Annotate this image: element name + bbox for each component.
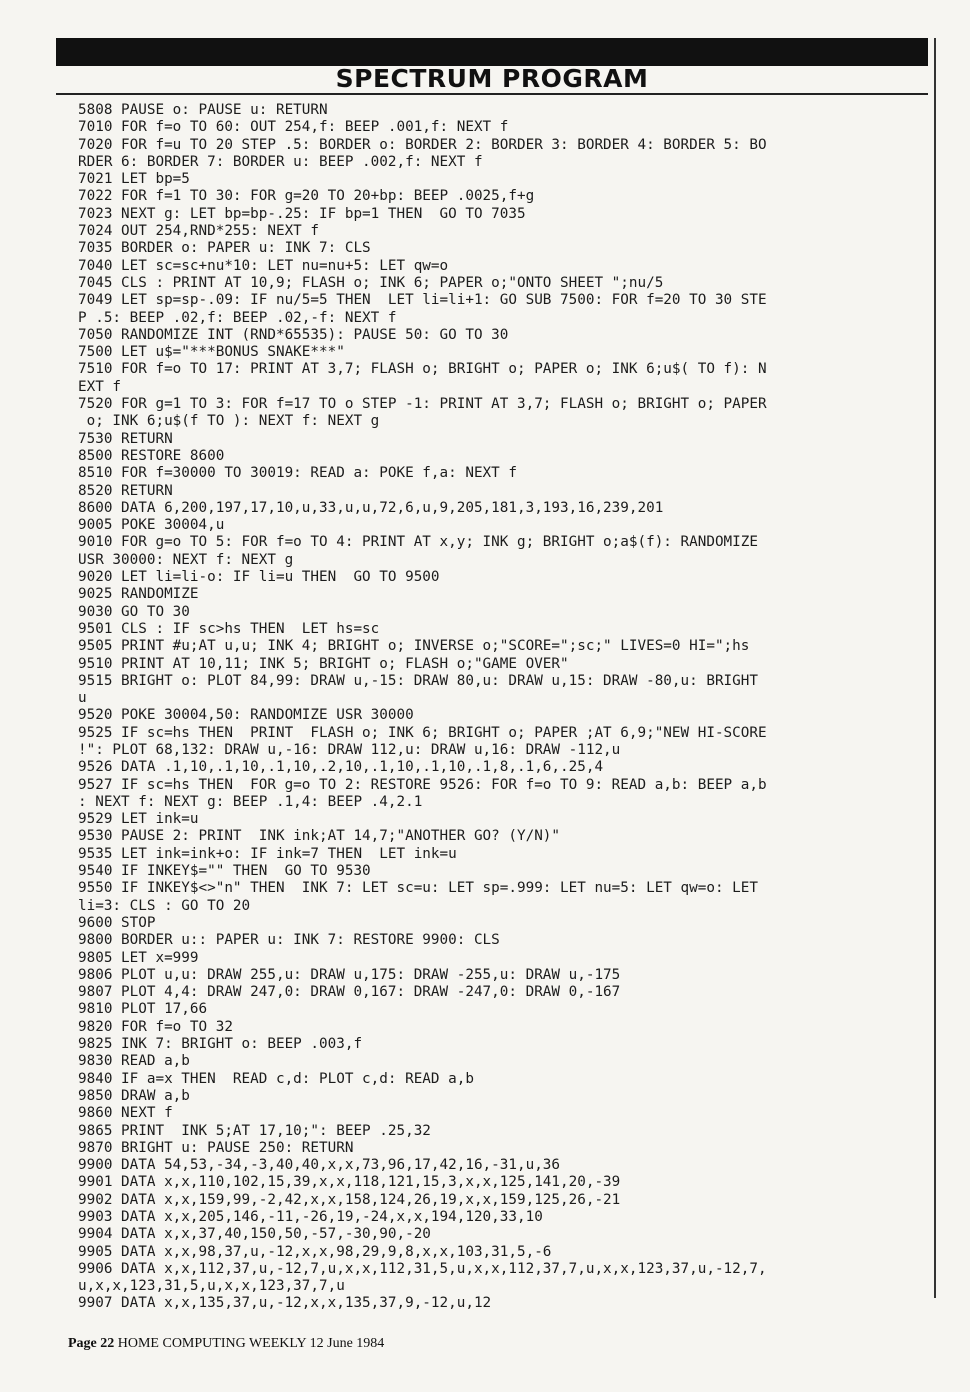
code-line: 9810 PLOT 17,66 [78, 1001, 208, 1018]
code-line: 9540 IF INKEY$="" THEN GO TO 9530 [78, 863, 371, 880]
title-rule [56, 93, 928, 95]
code-line: 9907 DATA x,x,135,37,u,-12,x,x,135,37,9,-12,u,12 [78, 1295, 492, 1312]
code-line: 7020 FOR f=u TO 20 STEP .5: BORDER o: BORDER 2: BORDER 3: BORDER 4: BORDER 5: BO [78, 136, 767, 153]
code-line: 9905 DATA x,x,98,37,u,-12,x,x,98,29,9,8,x,x,103,31,5,-6 [78, 1243, 552, 1260]
code-line: 9529 LET ink=u [78, 811, 199, 828]
code-line: 9870 BRIGHT u: PAUSE 250: RETURN [78, 1139, 354, 1156]
code-line: 5808 PAUSE o: PAUSE u: RETURN [78, 102, 328, 118]
code-line: 9527 IF sc=hs THEN FOR g=o TO 2: RESTORE 9526: FOR f=o TO 9: READ a,b: BEEP a,b [78, 776, 767, 793]
column-border [934, 38, 936, 1298]
code-line: 9535 LET ink=ink+o: IF ink=7 THEN LET ink=u [78, 845, 457, 862]
code-line: 7024 OUT 254,RND*255: NEXT f [78, 223, 320, 240]
code-line: u,x,x,123,31,5,u,x,x,123,37,7,u [78, 1278, 345, 1295]
code-line: 9510 PRINT AT 10,11; INK 5; BRIGHT o; FLASH o;"GAME OVER" [78, 655, 569, 672]
code-line: 8600 DATA 6,200,197,17,10,u,33,u,u,72,6,u,9,205,181,3,193,16,239,201 [78, 499, 664, 516]
code-line: 9525 IF sc=hs THEN PRINT FLASH o; INK 6; BRIGHT o; PAPER ;AT 6,9;"NEW HI-SCORE [78, 724, 767, 741]
code-line: 7010 FOR f=o TO 60: OUT 254,f: BEEP .001,f: NEXT f [78, 119, 509, 136]
code-line: 9030 GO TO 30 [78, 603, 190, 620]
code-line: 9505 PRINT #u;AT u,u; INK 4; BRIGHT o; INVERSE o;"SCORE=";sc;" LIVES=0 HI=";hs [78, 638, 750, 655]
code-line: 7023 NEXT g: LET bp=bp-.25: IF bp=1 THEN GO TO 7035 [78, 205, 526, 222]
code-line: 9805 LET x=999 [78, 949, 199, 966]
code-line: 7040 LET sc=sc+nu*10: LET nu=nu+5: LET qw=o [78, 257, 449, 274]
code-line: 7022 FOR f=1 TO 30: FOR g=20 TO 20+bp: BEEP .0025,f+g [78, 188, 535, 205]
code-line: 9515 BRIGHT o: PLOT 84,99: DRAW u,-15: DRAW 80,u: DRAW u,15: DRAW -80,u: BRIGHT [78, 672, 758, 689]
code-line: 7530 RETURN [78, 430, 173, 447]
code-line: 9530 PAUSE 2: PRINT INK ink;AT 14,7;"ANOTHER GO? (Y/N)" [78, 828, 561, 845]
code-line: 9807 PLOT 4,4: DRAW 247,0: DRAW 0,167: DRAW -247,0: DRAW 0,-167 [78, 984, 621, 1001]
code-line: : NEXT f: NEXT g: BEEP .1,4: BEEP .4,2.1 [78, 793, 423, 810]
code-line: u [78, 690, 87, 707]
code-line: 9850 DRAW a,b [78, 1087, 190, 1104]
code-line: 9550 IF INKEY$<>"n" THEN INK 7: LET sc=u: LET sp=.999: LET nu=5: LET qw=o: LET [78, 880, 758, 897]
publication-info: HOME COMPUTING WEEKLY 12 June 1984 [117, 1336, 385, 1351]
code-line: 8510 FOR f=30000 TO 30019: READ a: POKE f,a: NEXT f [78, 465, 517, 482]
code-line: 7520 FOR g=1 TO 3: FOR f=17 TO o STEP -1: PRINT AT 3,7; FLASH o; BRIGHT o; PAPER [78, 396, 767, 413]
code-line: 9501 CLS : IF sc>hs THEN LET hs=sc [78, 620, 380, 637]
code-line: 9830 READ a,b [78, 1053, 190, 1070]
code-line: 7049 LET sp=sp-.09: IF nu/5=5 THEN LET li=li+1: GO SUB 7500: FOR f=20 TO 30 STE [78, 292, 767, 309]
code-line: 7021 LET bp=5 [78, 171, 190, 188]
code-line: 9800 BORDER u:: PAPER u: INK 7: RESTORE 9900: CLS [78, 932, 500, 949]
code-line: 7050 RANDOMIZE INT (RND*65535): PAUSE 50: GO TO 30 [78, 326, 509, 343]
page-title: SPECTRUM PROGRAM [335, 64, 649, 93]
code-line: 9906 DATA x,x,112,37,u,-12,7,u,x,x,112,31,5,u,x,x,112,37,7,u,x,x,123,37,u,-12,7, [78, 1260, 767, 1277]
code-line: 9825 INK 7: BRIGHT o: BEEP .003,f [78, 1036, 363, 1053]
code-line: 9860 NEXT f [78, 1105, 173, 1122]
code-line: EXT f [78, 378, 122, 395]
code-line: 9903 DATA x,x,205,146,-11,-26,19,-24,x,x,194,120,33,10 [78, 1209, 543, 1225]
code-line: 7045 CLS : PRINT AT 10,9; FLASH o; INK 6; PAPER o;"ONTO SHEET ";nu/5 [78, 274, 664, 291]
code-line: 9865 PRINT INK 5;AT 17,10;": BEEP .25,32 [78, 1122, 431, 1139]
code-line: USR 30000: NEXT f: NEXT g [78, 551, 294, 568]
code-line: 9840 IF a=x THEN READ c,d: PLOT c,d: READ a,b [78, 1070, 474, 1087]
code-line: 7500 LET u$="***BONUS SNAKE***" [78, 344, 345, 361]
code-line: 9520 POKE 30004,50: RANDOMIZE USR 30000 [78, 707, 414, 724]
code-line: 7035 BORDER o: PAPER u: INK 7: CLS [78, 240, 371, 257]
code-line: P .5: BEEP .02,f: BEEP .02,-f: NEXT f [78, 309, 397, 326]
code-line: 9600 STOP [78, 914, 156, 931]
code-line: RDER 6: BORDER 7: BORDER u: BEEP .002,f: NEXT f [78, 153, 483, 170]
code-line: 9005 POKE 30004,u [78, 517, 225, 534]
code-line: li=3: CLS : GO TO 20 [78, 897, 251, 914]
code-line: 8500 RESTORE 8600 [78, 447, 225, 464]
code-line: 9902 DATA x,x,159,99,-2,42,x,x,158,124,26,19,x,x,159,125,26,-21 [78, 1191, 621, 1208]
page-number: Page 22 [68, 1336, 115, 1351]
code-line: 9901 DATA x,x,110,102,15,39,x,x,118,121,15,3,x,x,125,141,20,-39 [78, 1174, 621, 1191]
code-line: 9820 FOR f=o TO 32 [78, 1018, 233, 1035]
code-line: 7510 FOR f=o TO 17: PRINT AT 3,7; FLASH o; BRIGHT o; PAPER o; INK 6;u$( TO f): N [78, 361, 767, 378]
code-line: 9900 DATA 54,53,-34,-3,40,40,x,x,73,96,17,42,16,-31,u,36 [78, 1157, 561, 1174]
header-black-bar [56, 38, 928, 66]
code-line: 9526 DATA .1,10,.1,10,.1,10,.2,10,.1,10,.1,10,.1,8,.1,6,.25,4 [78, 759, 604, 776]
code-line: 9025 RANDOMIZE [78, 586, 199, 603]
program-listing [78, 102, 910, 1313]
code-line: 9806 PLOT u,u: DRAW 255,u: DRAW u,175: DRAW -255,u: DRAW u,-175 [78, 966, 621, 983]
page-footer [68, 1336, 384, 1352]
code-line: o; INK 6;u$(f TO ): NEXT f: NEXT g [78, 413, 380, 430]
code-line: 8520 RETURN [78, 482, 173, 499]
code-line: 9020 LET li=li-o: IF li=u THEN GO TO 9500 [78, 569, 440, 586]
code-line: !": PLOT 68,132: DRAW u,-16: DRAW 112,u: DRAW u,16: DRAW -112,u [78, 741, 621, 758]
code-line: 9010 FOR g=o TO 5: FOR f=o TO 4: PRINT AT x,y; INK g; BRIGHT o;a$(f): RANDOMIZE [78, 534, 758, 551]
code-line: 9904 DATA x,x,37,40,150,50,-57,-30,90,-20 [78, 1226, 431, 1243]
